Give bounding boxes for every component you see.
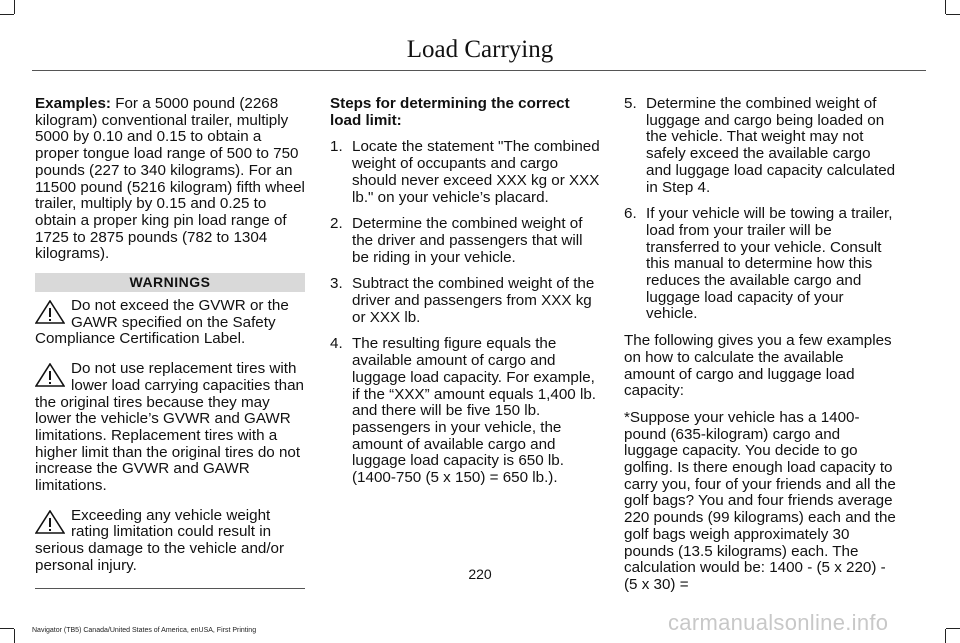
warning-triangle-icon xyxy=(35,363,65,387)
page-title: Load Carrying xyxy=(406,36,554,63)
list-item xyxy=(624,96,898,196)
warning-item xyxy=(35,508,305,575)
examples-label: Examples: xyxy=(35,95,111,112)
crop-mark xyxy=(14,629,15,643)
column-left xyxy=(35,96,305,589)
crop-mark xyxy=(945,629,946,643)
crop-mark xyxy=(946,628,960,629)
steps-heading: Steps for determining the correct load limit: xyxy=(330,95,570,129)
warnings-divider xyxy=(35,588,305,589)
steps-list-continued xyxy=(624,96,898,323)
crop-mark xyxy=(0,628,14,629)
step-number: 6. xyxy=(624,205,637,223)
warning-triangle-icon xyxy=(35,300,65,324)
crop-mark xyxy=(945,0,946,14)
step-text: Locate the statement "The combined weight of occupants and cargo should never exceed XXX kg or XXX lb." on your vehicle’s placard. xyxy=(352,138,600,206)
step-text: Determine the combined weight of the driver and passengers that will be riding in your vehicle. xyxy=(352,215,583,266)
warning-text: Do not use replacement tires with lower load carrying capacities than the original tires because they may lower the vehicle’s GVWR and GAWR limitations. Replacement tires with a higher limit than the original tires do not increase the GVWR and GAWR limitations. xyxy=(35,360,304,495)
list-item xyxy=(330,139,602,206)
crop-mark xyxy=(0,14,14,15)
step-number: 4. xyxy=(330,335,343,353)
list-item xyxy=(330,336,602,486)
warning-item xyxy=(35,298,305,348)
golf-example-paragraph: *Suppose your vehicle has a 1400-pound (635-kilogram) cargo and luggage capacity. You decide to go golfing. Is there enough load capacity to carry you, four of your friends and all the golf bags? You and four friends average 220 pounds (99 kilograms) each and the golf bags weigh approximately 30 pounds (13.5 kilograms) each. The calculation would be: 1400 - (5 x 220) - (5 x 30) = xyxy=(624,408,896,593)
step-text: Subtract the combined weight of the driver and passengers from XXX kg or XXX lb. xyxy=(352,275,595,326)
steps-list xyxy=(330,139,602,486)
step-number: 5. xyxy=(624,95,637,112)
step-text: Determine the combined weight of luggage and cargo being loaded on the vehicle. That weight may not safely exceed the available cargo and luggage load capacity calculated in Step 4. xyxy=(646,95,896,196)
warning-item xyxy=(35,361,305,495)
warnings-heading: WARNINGS xyxy=(35,273,305,292)
step-text: If your vehicle will be towing a trailer, load from your trailer will be transferred to your vehicle. Consult this manual to determine how this reduces the available cargo and luggage load capacity of your vehicle. xyxy=(646,205,893,323)
step-text: The resulting figure equals the available amount of cargo and luggage load capacity. For example, if the “XXX” amount equals 1,400 lb. and there will be five 150 lb. passengers in your vehicle, the amount of available cargo and luggage load capacity is 650 lb. (1400-750 (5 x 150) = 650 lb.). xyxy=(352,335,596,487)
column-right xyxy=(624,96,898,604)
examples-paragraph xyxy=(35,96,305,263)
list-item xyxy=(624,206,898,323)
step-number: 1. xyxy=(330,138,343,156)
step-number: 2. xyxy=(330,215,343,233)
footer-text: Navigator (TB5) Canada/United States of America, enUSA, First Printing xyxy=(32,627,257,634)
warning-text: Exceeding any vehicle weight rating limitation could result in serious damage to the vehicle and/or personal injury. xyxy=(35,506,285,574)
watermark: carmanualsonline.info xyxy=(668,610,889,635)
step-number: 3. xyxy=(330,275,343,293)
page-number: 220 xyxy=(468,566,492,582)
crop-mark xyxy=(14,0,15,14)
header-divider xyxy=(32,70,926,71)
examples-text: For a 5000 pound (2268 kilogram) conventional trailer, multiply 5000 by 0.10 and 0.15 to obtain a proper tongue load range of 500 to 750 pounds (227 to 340 kilograms). For an 11500 pound (5216 kilogram) fifth wheel trailer, multiply by 0.15 and 0.25 to obtain a proper king pin load range of 1725 to 2875 pounds (782 to 1304 kilograms). xyxy=(35,95,305,263)
list-item xyxy=(330,216,602,266)
crop-mark xyxy=(946,14,960,15)
examples-intro-paragraph: The following gives you a few examples on how to calculate the available amount of cargo and luggage load capacity: xyxy=(624,332,892,400)
column-middle xyxy=(330,96,602,497)
warning-text: Do not exceed the GVWR or the GAWR specified on the Safety Compliance Certification Label. xyxy=(35,297,289,348)
list-item xyxy=(330,276,602,326)
warning-triangle-icon xyxy=(35,510,65,534)
